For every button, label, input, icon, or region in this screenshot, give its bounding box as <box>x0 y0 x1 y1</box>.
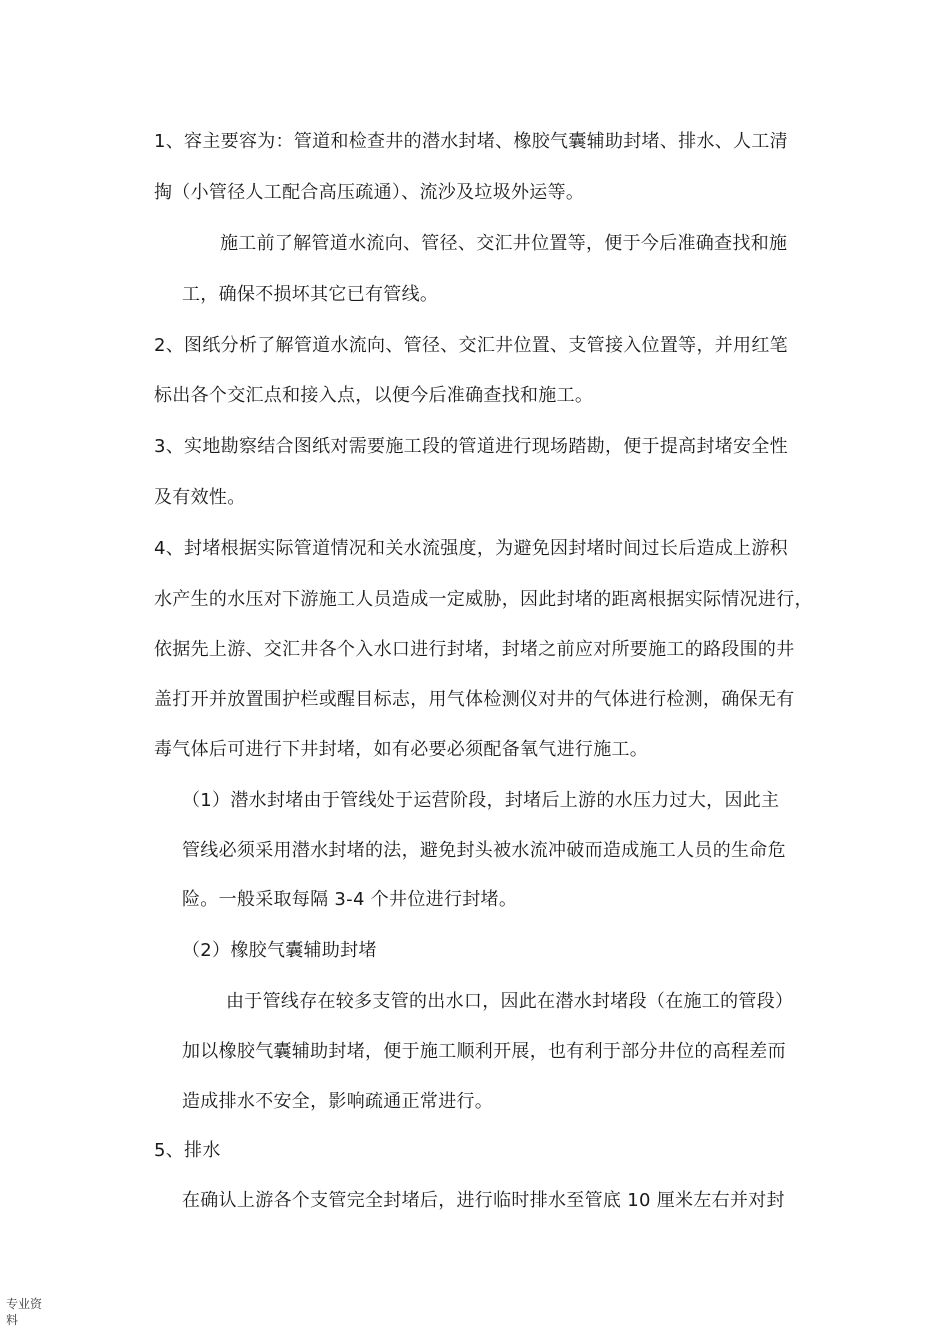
text-line: 水产生的水压对下游施工人员造成一定威胁，因此封堵的距离根据实际情况进行， <box>154 589 813 610</box>
text-line: 2、图纸分析了解管道水流向、管径、交汇井位置、支管接入位置等，并用红笔 <box>154 335 788 356</box>
text-line: 工，确保不损坏其它已有管线。 <box>182 284 439 305</box>
text-line: 依据先上游、交汇井各个入水口进行封堵，封堵之前应对所要施工的路段围的井 <box>154 639 795 660</box>
text-line: 5、排水 <box>154 1140 221 1161</box>
text-line: 3、实地勘察结合图纸对需要施工段的管道进行现场踏勘，便于提高封堵安全性 <box>154 436 788 457</box>
text-line: 1、容主要容为：管道和检查井的潜水封堵、橡胶气囊辅助封堵、排水、人工清 <box>154 131 788 152</box>
text-line: 在确认上游各个支管完全封堵后，进行临时排水至管底 10 厘米左右并对封 <box>182 1190 785 1211</box>
text-line: 造成排水不安全，影响疏通正常进行。 <box>182 1091 494 1112</box>
text-line: 标出各个交汇点和接入点，以便今后准确查找和施工。 <box>154 385 594 406</box>
text-line: （1）潜水封堵由于管线处于运营阶段，封堵后上游的水压力过大，因此主 <box>182 790 780 811</box>
text-line: 施工前了解管道水流向、管径、交汇井位置等，便于今后准确查找和施 <box>220 233 788 254</box>
text-line: 及有效性。 <box>154 487 246 508</box>
text-line: 掏（小管径人工配合高压疏通）、流沙及垃圾外运等。 <box>154 182 585 203</box>
footer-label: 专业资料 <box>6 1297 43 1327</box>
text-line: 险。一般采取每隔 3-4 个井位进行封堵。 <box>182 889 518 910</box>
text-line: 毒气体后可进行下井封堵，如有必要必须配备氧气进行施工。 <box>154 739 649 760</box>
text-line: 4、封堵根据实际管道情况和关水流强度，为避免因封堵时间过长后造成上游积 <box>154 538 788 559</box>
text-line: 由于管线存在较多支管的出水口，因此在潜水封堵段（在施工的管段） <box>226 991 794 1012</box>
text-line: 加以橡胶气囊辅助封堵，便于施工顺利开展，也有利于部分井位的高程差而 <box>182 1041 786 1062</box>
text-line: （2）橡胶气囊辅助封堵 <box>182 940 377 961</box>
text-line: 管线必须采用潜水封堵的法，避免封头被水流冲破而造成施工人员的生命危 <box>182 840 786 861</box>
text-line: 盖打开并放置围护栏或醒目标志，用气体检测仪对井的气体进行检测，确保无有 <box>154 689 795 710</box>
